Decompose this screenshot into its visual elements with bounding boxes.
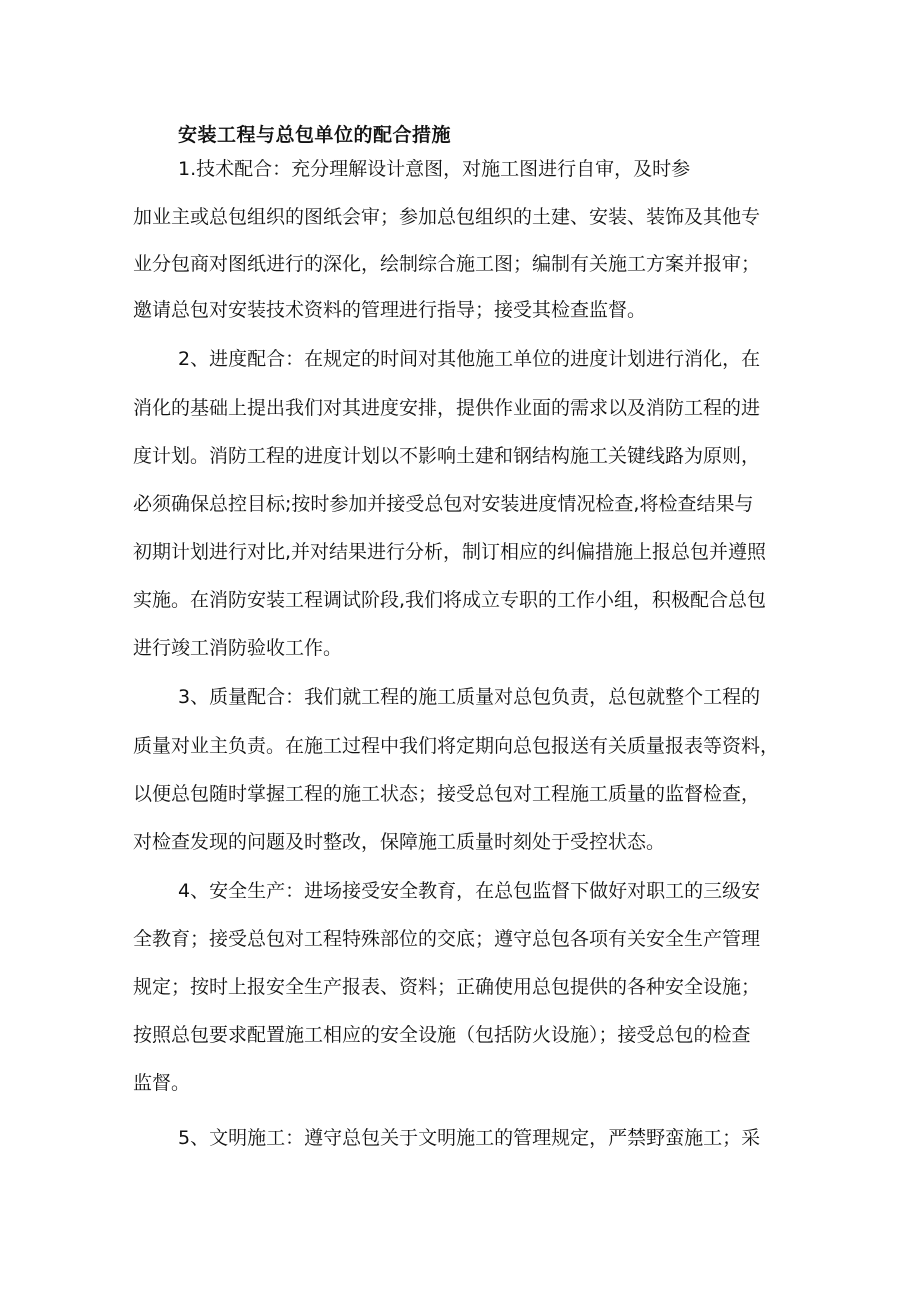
- paragraph-3-line-3: 以便总包随时掌握工程的施工状态；接受总包对工程施工质量的监督检查，: [133, 783, 761, 805]
- paragraph-4-line-5: 监督。: [133, 1072, 191, 1094]
- paragraph-4-line-4: 按照总包要求配置施工相应的安全设施（包括防火设施）；接受总包的检查: [133, 1024, 751, 1046]
- paragraph-2-line-5: 初期计划进行对比,并对结果进行分析，制订相应的纠偏措施上报总包并遵照: [133, 541, 767, 563]
- paragraph-5-line-1: 5、文明施工：遵守总包关于文明施工的管理规定，严禁野蛮施工；采: [178, 1127, 761, 1149]
- paragraph-2-line-6: 实施。在消防安装工程调试阶段,我们将成立专职的工作小组，积极配合总包: [133, 589, 767, 611]
- paragraph-2-line-1: 2、进度配合：在规定的时间对其他施工单位的进度计划进行消化，在: [178, 348, 761, 370]
- paragraph-1-line-1: 1.技术配合：充分理解设计意图，对施工图进行自审，及时参: [178, 158, 691, 180]
- paragraph-1-line-2: 加业主或总包组织的图纸会审；参加总包组织的土建、安装、装饰及其他专: [133, 206, 761, 228]
- paragraph-3-line-1: 3、质量配合：我们就工程的施工质量对总包负责，总包就整个工程的: [178, 686, 761, 708]
- paragraph-2-line-2: 消化的基础上提出我们对其进度安排，提供作业面的需求以及消防工程的进: [133, 397, 761, 419]
- paragraph-4-line-2: 全教育；接受总包对工程特殊部位的交底；遵守总包各项有关安全生产管理: [133, 928, 761, 950]
- paragraph-3-line-4: 对检查发现的问题及时整改，保障施工质量时刻处于受控状态。: [133, 831, 666, 853]
- paragraph-1-line-3: 业分包商对图纸进行的深化，绘制综合施工图；编制有关施工方案并报审；: [133, 253, 761, 275]
- paragraph-4-line-1: 4、安全生产：进场接受安全教育，在总包监督下做好对职工的三级安: [178, 880, 761, 902]
- paragraph-1-line-4: 邀请总包对安装技术资料的管理进行指导；接受其检查监督。: [133, 299, 647, 321]
- document-title: 安装工程与总包单位的配合措施: [178, 124, 452, 146]
- paragraph-2-line-3: 度计划。消防工程的进度计划以不影响土建和钢结构施工关键线路为原则，: [133, 445, 761, 467]
- paragraph-2-line-7: 进行竣工消防验收工作。: [133, 637, 343, 659]
- paragraph-2-line-4: 必须确保总控目标;按时参加并接受总包对安装进度情况检查,将检查结果与: [133, 493, 754, 515]
- paragraph-3-line-2: 质量对业主负责。在施工过程中我们将定期向总包报送有关质量报表等资料，: [133, 735, 780, 757]
- paragraph-4-line-3: 规定；按时上报安全生产报表、资料；正确使用总包提供的各种安全设施；: [133, 976, 761, 998]
